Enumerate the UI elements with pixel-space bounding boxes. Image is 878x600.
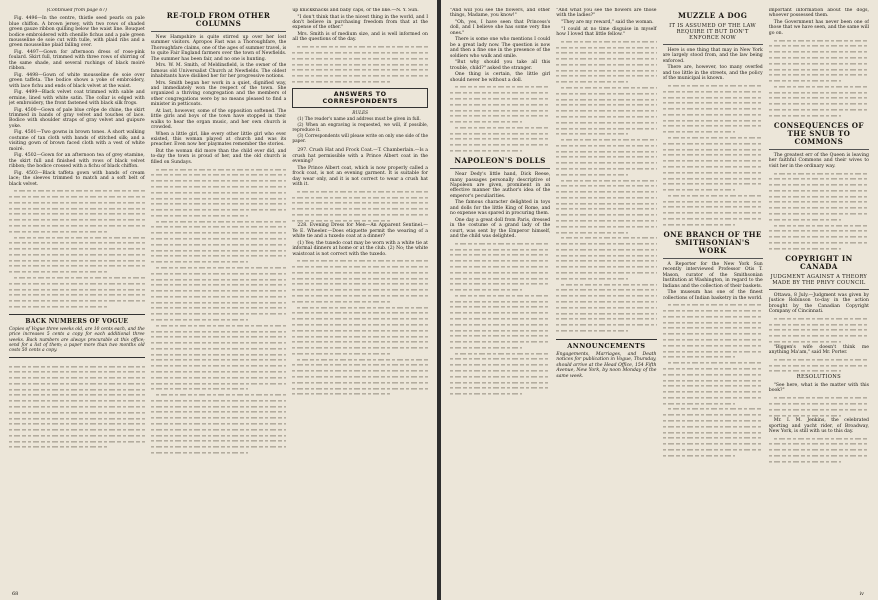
paragraph: Near Dedy's little hand, Dick Reese, many passages personally descriptive of Napoleon are given, prominent in an effective manner the author's idea of the emperor's peculiarities. xyxy=(450,172,551,199)
paragraph: Fig. 4499—Black velvet coat trimmed with sable and ermine, lined with white satin. The collar is edged with jet embroidery, the front fastened with black silk frogs. xyxy=(9,90,145,107)
paragraph: important information about the dogs, whoever possessed them. xyxy=(768,8,869,19)
section-heading: RESOLUTIONS xyxy=(796,373,841,380)
paragraph: Fig. 4501—Two gowns in brown tones. A short walking costume of tan cloth with bands of stitched silk; and a visiting gown of brown faced cloth with a vest of white moiré. xyxy=(9,130,145,152)
paragraph: "Biggen's wife doesn't think me anything Ma'am," said Mr. Porter. xyxy=(768,344,869,356)
paragraph: up knickknacks and baby caps, or the like.—N. Y. Sun. xyxy=(292,8,419,13)
article-title: RE-TOLD FROM OTHER COLUMNS xyxy=(166,11,271,28)
announcements-text: Engagements, Marriages, and Death notices for publication in Vogue, Thursday, should arrive at the Head Office, 154 Fifth Avenue, New York, by noon Monday of the same week. xyxy=(556,352,657,379)
announcements-title: ANNOUNCEMENTS xyxy=(567,342,646,351)
right-column-4 xyxy=(769,8,869,582)
paragraph: Here is one thing that may in New York are largely stood from, and the law being enforced. xyxy=(662,48,763,64)
rules-box xyxy=(292,111,428,144)
paragraph: "But why should you take all this trouble, child?" asked the stranger. xyxy=(450,60,551,71)
paragraph: At last, however, some of the opposition softened. The little girls and boys of the town have stopped in their walks to hear the organ music, and her own church is crowded. xyxy=(150,108,287,131)
paragraph: When a little girl, like every other little girl who ever existed, this woman played at church and was its preacher. Even now her playmates remember the stories. xyxy=(150,131,287,148)
paragraph: Mrs. W. M. Smith, of Meldinsfield, is the owner of the famous old Universalist Church at Newfields. The oldest inhabitants have disliked her for her progressive notions. xyxy=(150,63,287,80)
back-numbers-box xyxy=(9,314,145,358)
left-column-2 xyxy=(151,8,287,582)
paragraph: There is some one who mentions I could be a great lady now. The question is now and then a fine one in the presence of the soldiers who walk and smile. xyxy=(450,37,551,59)
right-column-1 xyxy=(450,8,550,582)
right-column-2 xyxy=(556,8,656,582)
paragraph: A Reporter for the New York Sun recently interviewed Professor Otis T. Mason, curator of the Smithsonian Institution at Washington, in regard to the Indians and the collection of their baskets. xyxy=(662,261,763,289)
paragraph: Mrs. Smith is of medium size, and is well informed on all the questions of the day. xyxy=(292,32,429,43)
article-subtitle: IT IS ASSUMED OF THE LAW REQUIRE IT BUT DON'T ENFORCE NOW xyxy=(669,23,757,41)
paragraph: Fig. 4498—Gown of white mousseline de soie over green taffeta. The bodice shows a yoke of embroidery, with lace fichu and ends of black velvet at the waist. xyxy=(9,72,145,89)
page-number-left: 68 xyxy=(12,591,19,597)
paragraph: "See here, what is the matter with this book?" xyxy=(768,382,869,394)
article-title: NAPOLEON'S DOLLS xyxy=(454,156,546,166)
back-numbers-text: Copies of Vogue three weeks old, are 10 cents each, and the price increases 5 cents a copy for each additional three weeks. Back numbers are always procurable at this office; send for a list of them; a paper more than two months old costs 50 cents a copy. xyxy=(9,327,145,353)
paragraph: One thing is certain, the little girl should never be without a doll. xyxy=(450,72,551,83)
paragraph: "I don't think that is the nicest thing in the world, and I don't believe in purchasing freedom from that at the expense of the other." xyxy=(292,14,429,31)
answer-item: The Prince Albert coat, which is now properly called a frock coat, is not an evening garment. It is suitable for day wear only, and it is not correct to wear a crush hat with it. xyxy=(292,165,429,188)
paragraph: Fig. 4500—Gown of pale blue crêpe de chine, the skirt trimmed in bands of gray velvet and touches of lace. Bodice with shoulder straps of gray velvet and guipure yoke. xyxy=(9,107,145,129)
paragraph: "I could at no time disguise in myself how I loved that little fellow." xyxy=(556,26,657,37)
answer-item: 228. Evening Dress for Men—An Apparent Sentinel.—Ye E. Wheeler.—Does etiquette permit the wearing of a white tie and a tuxedo coat at a dinner? xyxy=(292,223,429,240)
paragraph: Mrs. Smith began her work in a quiet, dignified way, and immediately won the respect of the town. She organized a thriving congregation and the members of other congregations were by no means pleased to find a minister in petticoats. xyxy=(150,80,287,108)
paragraph: New Hampshire is quite stirred up over her lost summer visitors. Apropos Fast was a Thoroughfare, the Thoroughfare claims, one of the ages of summer travel, is to quite Fair England farmers over the town of Newfields. The summer has been fair, and no one is hunting. xyxy=(150,35,287,62)
article-title: MUZZLE A DOG xyxy=(677,11,748,20)
paragraph: But the woman did more than the child ever did, and to-day the town is proud of her, and the old church is filled on Sundays. xyxy=(150,149,287,165)
paragraph: Fig. 4496—In the centre, thistle seed pearls on pale blue chiffon. A brown jersey, with two rows of shaded green gauze ribbon quilling below the waist line. Bouquet bodice embroidered with chenille fichus and a pale green mousseline de soie cut with tulle, with plaid ribs and a green mousseline plaid falling over. xyxy=(9,16,145,49)
article-title: ONE BRANCH OF THE SMITHSONIAN'S WORK xyxy=(663,229,762,255)
continued-note: (Continued from page 67) xyxy=(46,8,107,13)
back-numbers-title: BACK NUMBERS OF VOGUE xyxy=(25,318,129,326)
paragraph: The museum has one of the finest collections of Indian basketry in the world. xyxy=(662,290,763,301)
article-subtitle: JUDGMENT AGAINST A THEORY MADE BY THE PRIVY COUNCIL xyxy=(770,273,868,286)
page-number-right: iv xyxy=(859,591,864,597)
paragraph: Fig. 4497—Gown for afternoon dress of rose-pink foulard. Skirt full, trimmed with three rows of shirring of the same shade, and several ruchings of black moiré ribbon. xyxy=(9,50,145,72)
right-page xyxy=(441,0,878,600)
answers-banner: ANSWERS TO CORRESPONDENTS xyxy=(292,88,428,108)
rule-item: (3) Correspondents will please write on only one side of the paper. xyxy=(292,134,429,145)
left-column-1 xyxy=(9,8,145,582)
announcements-box xyxy=(556,339,656,379)
paragraph: "Oh, yes, I have seen that Princess's doll, and I believe she has some very fine ones." xyxy=(450,20,551,36)
left-column-3 xyxy=(292,8,428,582)
paragraph: "And will you see the flowers, and other things, Madame, you know!" xyxy=(450,8,551,19)
rule-item: (2) When an engraving is requested, we will, if possible, reproduce it. xyxy=(292,123,429,134)
paragraph: Fig. 4502—Gown for an afternoon tea of grey etamine, the skirt full and finished with rows of black velvet ribbon; the bodice crossed with a fichu of black chiffon. xyxy=(9,153,145,170)
article-title: COPYRIGHT IN CANADA xyxy=(785,253,853,271)
paragraph: There are, however, too many overfed and too little in the streets, and the policy of the municipal is known. xyxy=(662,65,763,82)
paragraph: One day a great doll from Paris, dressed in the costume of a grand lady of the court, was sent by the Emperor himself, and the child was delighted. xyxy=(450,217,551,240)
paragraph: The greatest err of the Queen is leaving her faithful Commons and their wives to visit her in the ordinary way. xyxy=(768,152,869,169)
answer-item: (1) Yes; the tuxedo coat may be worn with a white tie at informal dinners at home or at the club. (2) No; the white waistcoat is not correct with the tuxedo. xyxy=(292,240,429,257)
rule-item: (1) The reader's name and address must be given in full. xyxy=(297,117,421,123)
paragraph: "And what you see the flowers are those with the ladies?" xyxy=(556,8,657,19)
paragraph: Ottawa, 8 July.—Judgment was given by Justice Robinson to-day in the action brought by the Canadian Copyright Company of Cincinnati. xyxy=(768,292,869,315)
rules-title: RULES xyxy=(352,111,369,117)
paragraph: "They are my reward," said the woman. xyxy=(561,20,654,25)
paragraph: Fig. 4503—Black taffeta gown with bands of cream lace; the sleeves trimmed to match and a soft belt of black velvet. xyxy=(9,170,145,187)
right-column-3 xyxy=(663,8,763,582)
left-page xyxy=(0,0,437,600)
answer-item: 297. Crush Hat and Frock Coat.—T. Chamberlain.—Is a crush hat permissible with a Prince Albert coat in the evening? xyxy=(292,148,429,165)
paragraph: The Government has never been one of those that we have seen, and the same will go on. xyxy=(768,20,869,36)
article-title: CONSEQUENCES OF THE SNUB TO COMMONS xyxy=(773,120,864,146)
paragraph: The famous character delighted in toys and dolls for the little King of Rome, and no expense was spared in procuring them. xyxy=(450,200,551,217)
paragraph: Mr. I. M. Jenkins, the celebrated sporting and yacht rider, of Broadway, New York, is still with us to this day. xyxy=(768,418,869,434)
